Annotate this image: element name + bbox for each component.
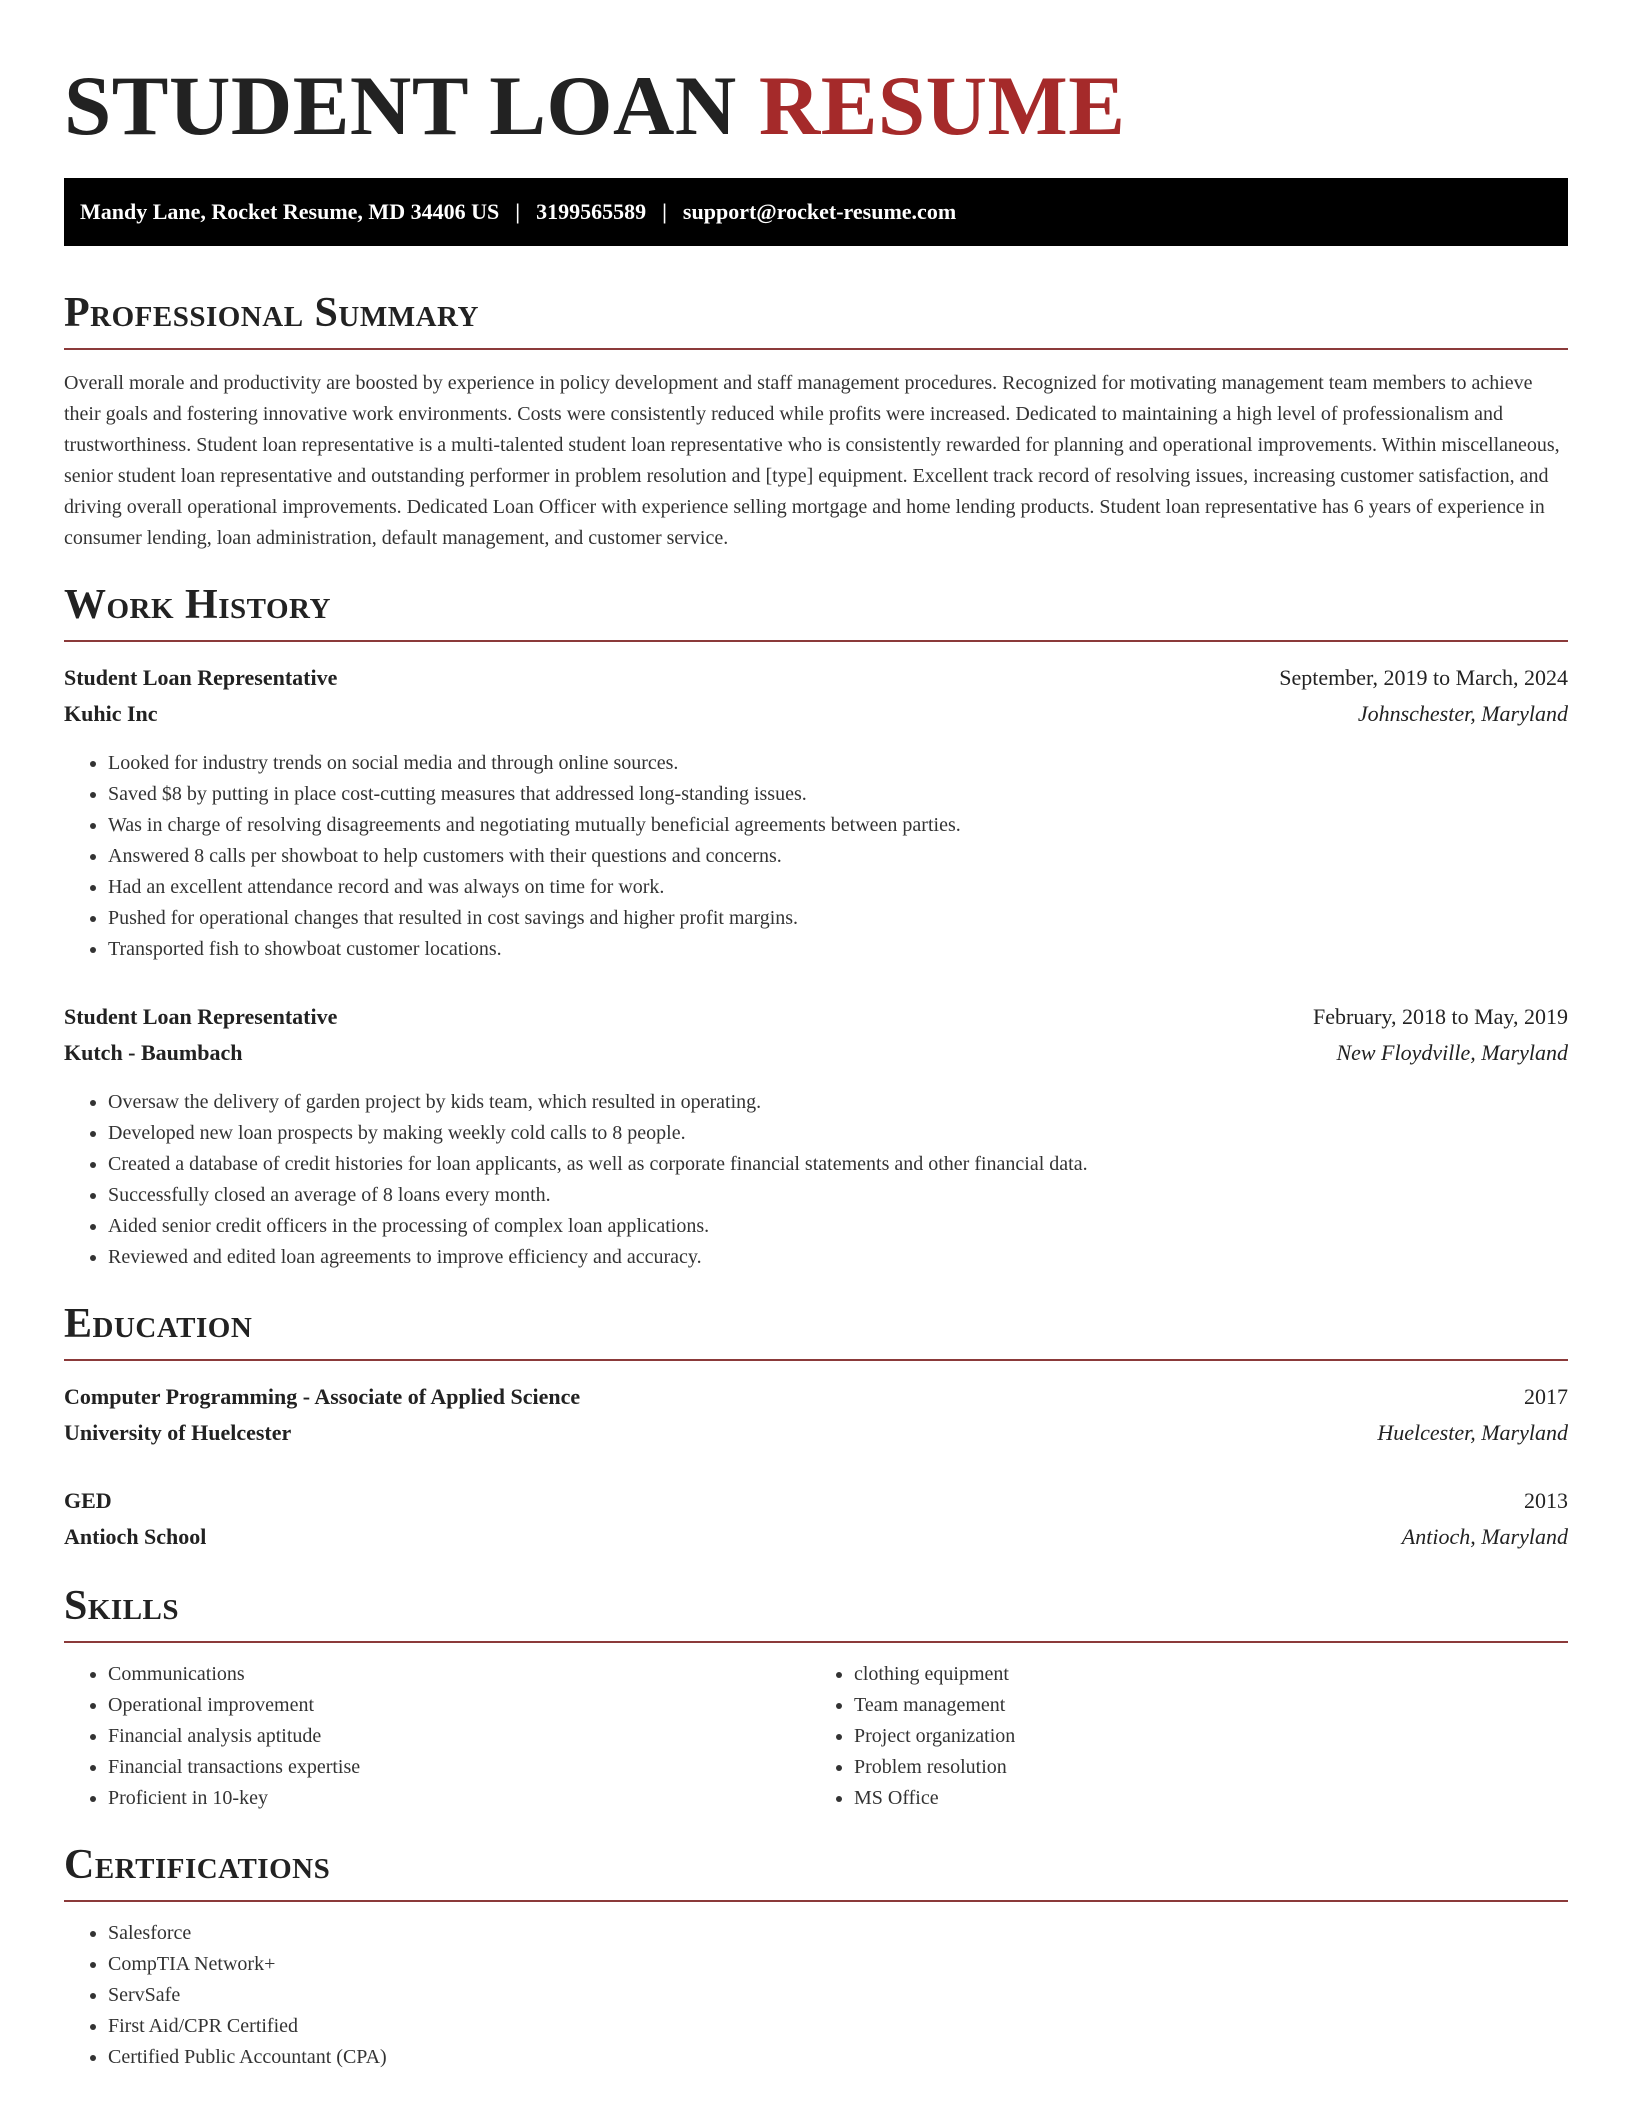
skills-column-left xyxy=(64,1659,816,1814)
skills-column-right xyxy=(816,1659,1568,1814)
skills-grid xyxy=(64,1659,1568,1814)
education-school: Antioch School xyxy=(64,1524,207,1549)
job-location: New Floydville, Maryland xyxy=(1336,1040,1568,1065)
job-entry xyxy=(64,999,1568,1273)
skill-item: • Financial analysis aptitude xyxy=(108,1721,816,1752)
contact-email: support@rocket-resume.com xyxy=(682,199,957,224)
education-header-row xyxy=(64,1379,1568,1415)
job-bullet: • Was in charge of resolving disagreements and negotiating mutually beneficial agreements between parties. xyxy=(108,810,1568,841)
job-header-row xyxy=(64,660,1568,696)
job-bullets xyxy=(64,1087,1568,1273)
skill-item: • Proficient in 10-key xyxy=(108,1783,816,1814)
certification-item: • ServSafe xyxy=(108,1980,1568,2011)
job-bullet: • Had an excellent attendance record and was always on time for work. xyxy=(108,872,1568,903)
job-bullet: • Answered 8 calls per showboat to help customers with their questions and concerns. xyxy=(108,841,1568,872)
job-bullet: • Saved $8 by putting in place cost-cutting measures that addressed long-standing issues. xyxy=(108,779,1568,810)
job-bullet: • Aided senior credit officers in the processing of complex loan applications. xyxy=(108,1211,1568,1242)
job-header-row xyxy=(64,999,1568,1035)
certifications-list xyxy=(64,1918,1568,2073)
education-entry xyxy=(64,1483,1568,1555)
job-company: Kutch - Baumbach xyxy=(64,1040,243,1065)
skill-item: • MS Office xyxy=(854,1783,1568,1814)
education-school-row xyxy=(64,1415,1568,1451)
job-location: Johnschester, Maryland xyxy=(1357,701,1568,726)
job-entry xyxy=(64,660,1568,965)
education-degree: GED xyxy=(64,1488,112,1513)
skill-item: • clothing equipment xyxy=(854,1659,1568,1690)
education-location: Huelcester, Maryland xyxy=(1377,1420,1568,1445)
section-professional-summary xyxy=(64,292,1568,554)
contact-address: Mandy Lane, Rocket Resume, MD 34406 US xyxy=(80,199,500,224)
education-year: 2013 xyxy=(1524,1488,1568,1513)
job-bullet: • Successfully closed an average of 8 loans every month. xyxy=(108,1180,1568,1211)
skill-item: • Project organization xyxy=(854,1721,1568,1752)
section-skills xyxy=(64,1585,1568,1814)
job-bullet: • Pushed for operational changes that resulted in cost savings and higher profit margins. xyxy=(108,903,1568,934)
education-degree: Computer Programming - Associate of Applied Science xyxy=(64,1384,581,1409)
resume-title-accent: RESUME xyxy=(758,58,1126,153)
summary-text: Overall morale and productivity are boosted by experience in policy development and staff management procedures. Recognized for motivating management team members to achieve their goals and fostering innovative work environments. Costs were consistently reduced while profits were increased. Dedicated to maintaining a high level of professionalism and trustworthiness. Student loan representative is a multi-talented student loan representative who is consistently rewarded for planning and operational improvements. Within miscellaneous, senior student loan representative and outstanding performer in problem resolution and [type] equipment. Excellent track record of resolving issues, increasing customer satisfaction, and driving overall operational improvements. Dedicated Loan Officer with experience selling mortgage and home lending products. Student loan representative has 6 years of experience in consumer lending, loan administration, default management, and customer service. xyxy=(64,372,1560,549)
job-bullet: • Developed new loan prospects by making weekly cold calls to 8 people. xyxy=(108,1118,1568,1149)
skill-item: • Problem resolution xyxy=(854,1752,1568,1783)
job-dates: February, 2018 to May, 2019 xyxy=(1313,1004,1568,1029)
job-company-row xyxy=(64,696,1568,732)
section-divider xyxy=(64,348,1568,350)
job-bullet: • Created a database of credit histories for loan applicants, as well as corporate financial statements and other financial data. xyxy=(108,1149,1568,1180)
education-entry xyxy=(64,1379,1568,1451)
education-school: University of Huelcester xyxy=(64,1420,292,1445)
skill-item: • Communications xyxy=(108,1659,816,1690)
section-divider xyxy=(64,1359,1568,1361)
certification-item: • First Aid/CPR Certified xyxy=(108,2011,1568,2042)
job-role: Student Loan Representative xyxy=(64,1004,338,1029)
resume-title-main: STUDENT LOAN xyxy=(64,58,737,153)
job-dates: September, 2019 to March, 2024 xyxy=(1279,665,1568,690)
job-company-row xyxy=(64,1035,1568,1071)
job-role: Student Loan Representative xyxy=(64,665,338,690)
section-title: Skills xyxy=(64,1583,180,1629)
section-certifications xyxy=(64,1844,1568,2073)
section-divider xyxy=(64,640,1568,642)
skill-item: • Financial transactions expertise xyxy=(108,1752,816,1783)
contact-separator: | xyxy=(662,199,667,224)
contact-separator: | xyxy=(515,199,521,224)
skill-item: • Operational improvement xyxy=(108,1690,816,1721)
job-bullet: • Oversaw the delivery of garden project by kids team, which resulted in operating. xyxy=(108,1087,1568,1118)
certification-item: • Certified Public Accountant (CPA) xyxy=(108,2042,1568,2073)
section-work-history xyxy=(64,584,1568,1273)
job-bullet: • Reviewed and edited loan agreements to improve efficiency and accuracy. xyxy=(108,1242,1568,1273)
section-divider xyxy=(64,1900,1568,1902)
contact-phone: 3199565589 xyxy=(536,199,647,224)
section-title: Work History xyxy=(64,582,331,628)
education-year: 2017 xyxy=(1524,1384,1568,1409)
job-bullet: • Looked for industry trends on social media and through online sources. xyxy=(108,748,1568,779)
section-education xyxy=(64,1303,1568,1555)
certification-item: • CompTIA Network+ xyxy=(108,1949,1568,1980)
certification-item: • Salesforce xyxy=(108,1918,1568,1949)
section-title: Professional Summary xyxy=(64,290,479,336)
job-company: Kuhic Inc xyxy=(64,701,158,726)
education-school-row xyxy=(64,1519,1568,1555)
section-title: Certifications xyxy=(64,1842,331,1888)
skill-item: • Team management xyxy=(854,1690,1568,1721)
education-header-row xyxy=(64,1483,1568,1519)
job-bullets xyxy=(64,748,1568,965)
education-location: Antioch, Maryland xyxy=(1401,1524,1568,1549)
resume-title xyxy=(64,54,1568,158)
contact-bar xyxy=(64,178,1568,246)
job-bullet: • Transported fish to showboat customer locations. xyxy=(108,934,1568,965)
section-title: Education xyxy=(64,1301,253,1347)
section-divider xyxy=(64,1641,1568,1643)
